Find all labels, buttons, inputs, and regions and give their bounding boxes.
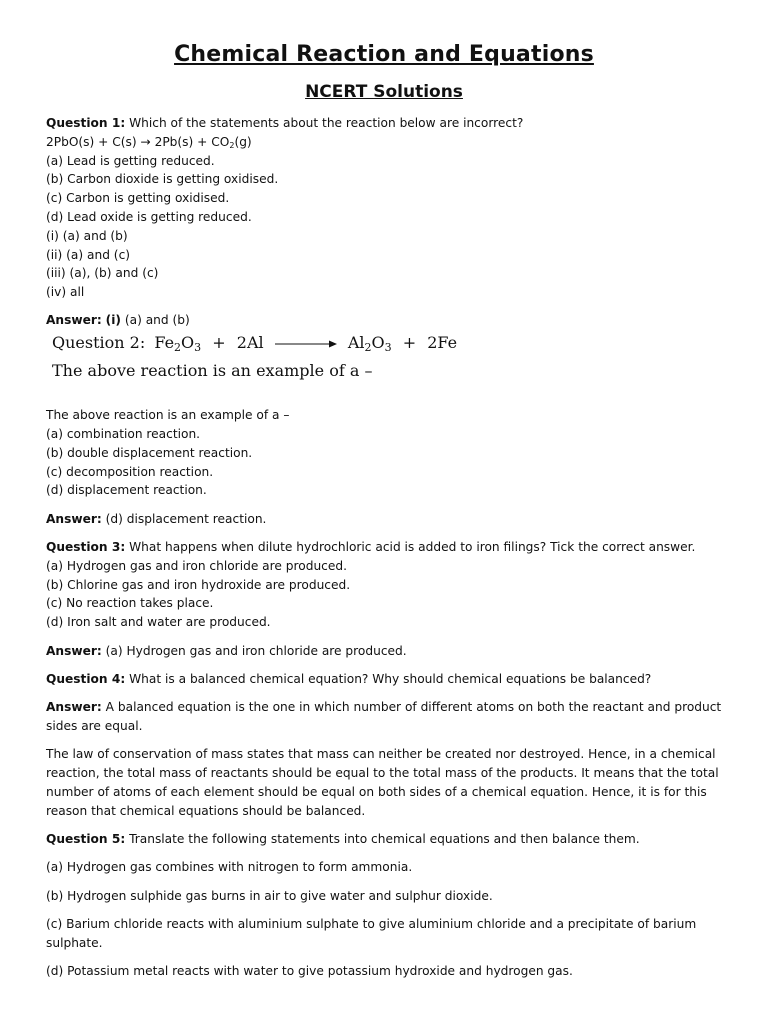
product-fe: 2Fe	[427, 333, 458, 353]
question-2-option: (c) decomposition reaction.	[46, 464, 214, 479]
page-subtitle: NCERT Solutions	[305, 82, 463, 102]
document-content	[46, 114, 722, 981]
subscript: 2	[364, 341, 372, 355]
question-1-equation	[46, 133, 722, 152]
question-2-image	[52, 334, 722, 396]
question-2-label: Question 2:	[52, 333, 146, 353]
answer-2	[46, 510, 722, 529]
question-3	[46, 538, 722, 557]
question-5-item: (c) Barium chloride reacts with aluminium sulphate to give aluminium chloride and a precipitate of barium sulphate.	[46, 916, 697, 950]
question-1-label: Question 1:	[46, 116, 126, 130]
question-5-item: (a) Hydrogen gas combines with nitrogen to form ammonia.	[46, 860, 413, 875]
reactant-o: O	[181, 333, 195, 353]
answer-1-text: (a) and (b)	[124, 313, 190, 328]
question-4-text: What is a balanced chemical equation? Why should chemical equations be balanced?	[129, 671, 652, 686]
question-1-option: (c) Carbon is getting oxidised.	[46, 191, 230, 206]
reactant-fe: Fe	[154, 333, 175, 353]
answer-4-label: Answer:	[46, 700, 102, 715]
answer-1-label: Answer:	[46, 313, 102, 328]
question-3-option: (a) Hydrogen gas and iron chloride are produced.	[46, 558, 347, 573]
reaction-arrow-icon	[275, 339, 337, 349]
product-al: Al	[347, 333, 365, 353]
question-2-text: The above reaction is an example of a –	[46, 408, 290, 423]
answer-4-paragraph: The law of conservation of mass states that mass can neither be created nor destroyed. Hence, in a chemical reaction, the total mass of reactants should be equal to the total mass of the products. It means that the total number of atoms of each element should be equal on both sides of a chemical equation. Hence, it is for this reason that chemical equations should be balanced.	[46, 747, 719, 818]
answer-1	[46, 311, 722, 330]
answer-3	[46, 642, 722, 661]
question-2-option: (b) double displacement reaction.	[46, 445, 253, 460]
question-5-item: (d) Potassium metal reacts with water to give potassium hydroxide and hydrogen gas.	[46, 963, 573, 978]
question-1-option: (i) (a) and (b)	[46, 228, 128, 243]
plus-sign: +	[402, 333, 417, 353]
page-title: Chemical Reaction and Equations	[174, 42, 594, 67]
equation-left: 2PbO(s) + C(s) → 2Pb(s) + CO	[46, 134, 230, 149]
answer-4	[46, 698, 722, 736]
question-4-label: Question 4:	[46, 671, 126, 686]
answer-1-choice: (i)	[105, 313, 121, 328]
answer-2-text: (d) displacement reaction.	[105, 511, 267, 526]
answer-3-label: Answer:	[46, 643, 102, 658]
question-3-text: What happens when dilute hydrochloric acid is added to iron filings? Tick the correct answer.	[129, 540, 696, 555]
equation-subscript: 2	[229, 140, 235, 150]
question-1-text: Which of the statements about the reaction below are incorrect?	[129, 116, 524, 130]
question-1-option: (iii) (a), (b) and (c)	[46, 266, 159, 281]
subscript: 3	[194, 341, 202, 355]
question-5-item: (b) Hydrogen sulphide gas burns in air to give water and sulphur dioxide.	[46, 888, 493, 903]
equation-right: (g)	[234, 134, 252, 149]
question-3-label: Question 3:	[46, 540, 126, 555]
question-2-option: (d) displacement reaction.	[46, 483, 207, 498]
question-1-option: (b) Carbon dioxide is getting oxidised.	[46, 172, 279, 187]
plus-sign: +	[212, 333, 226, 353]
question-2-image-caption: The above reaction is an example of a –	[52, 361, 373, 381]
question-1-option: (ii) (a) and (c)	[46, 247, 131, 262]
question-5-text: Translate the following statements into chemical equations and then balance them.	[129, 831, 640, 846]
question-1-option: (a) Lead is getting reduced.	[46, 153, 215, 168]
question-2-option: (a) combination reaction.	[46, 427, 201, 442]
answer-2-label: Answer:	[46, 511, 102, 526]
question-1-option: (iv) all	[46, 285, 85, 300]
subscript: 2	[174, 341, 182, 355]
question-2-equation	[52, 334, 457, 353]
reactant-al: 2Al	[236, 333, 264, 353]
question-5-label: Question 5:	[46, 831, 126, 846]
product-o: O	[371, 333, 385, 353]
question-5	[46, 830, 722, 849]
question-3-option: (d) Iron salt and water are produced.	[46, 615, 271, 630]
question-1-option: (d) Lead oxide is getting reduced.	[46, 209, 252, 224]
question-4	[46, 670, 722, 689]
answer-4-text: A balanced equation is the one in which number of different atoms on both the reactant and product sides are equal.	[46, 700, 722, 733]
subscript: 3	[384, 341, 392, 355]
answer-3-text: (a) Hydrogen gas and iron chloride are produced.	[105, 643, 407, 658]
question-1	[46, 114, 722, 133]
question-3-option: (b) Chlorine gas and iron hydroxide are produced.	[46, 577, 351, 592]
question-3-option: (c) No reaction takes place.	[46, 596, 214, 611]
